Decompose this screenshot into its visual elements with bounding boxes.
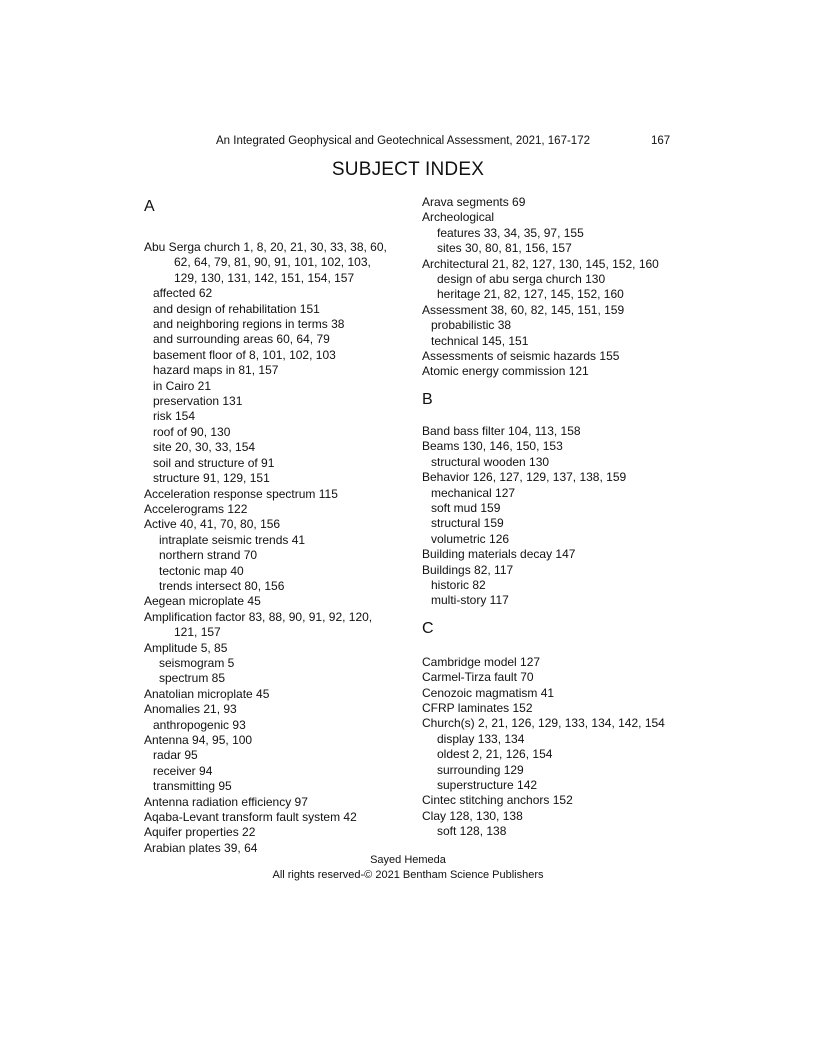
index-subentry: seismogram 5 (159, 655, 235, 670)
index-column-left (144, 195, 434, 856)
index-subentry: structural wooden 130 (431, 454, 550, 469)
index-entry: Cintec stitching anchors 152 (422, 793, 573, 808)
index-subentry: and neighboring regions in terms 38 (153, 317, 345, 332)
index-entry: Atomic energy commission 121 (422, 364, 589, 379)
index-subentry: soft 128, 138 (437, 824, 507, 839)
index-subentry: spectrum 85 (159, 671, 226, 686)
index-subentry: features 33, 34, 35, 97, 155 (437, 225, 584, 240)
index-entry: Accelerograms 122 (144, 501, 248, 516)
index-subentry: affected 62 (153, 286, 213, 301)
index-entry: Anomalies 21, 93 (144, 702, 237, 717)
index-subentry: volumetric 126 (431, 531, 510, 546)
index-subentry: transmitting 95 (153, 779, 232, 794)
index-subentry: radar 95 (153, 748, 198, 763)
index-entry: Anatolian microplate 45 (144, 686, 270, 701)
index-subentry: tectonic map 40 (159, 563, 244, 578)
index-entry: Aquifer properties 22 (144, 825, 256, 840)
section-letter-b: B (422, 390, 433, 408)
page-number: 167 (651, 135, 671, 147)
index-subentry: intraplate seismic trends 41 (159, 532, 306, 547)
index-subentry: soil and structure of 91 (153, 455, 275, 470)
index-subentry: risk 154 (153, 409, 196, 424)
index-subentry: display 133, 134 (437, 731, 525, 746)
index-subentry: mechanical 127 (431, 485, 516, 500)
index-entry: Buildings 82, 117 (422, 562, 514, 577)
index-subentry: technical 145, 151 (431, 333, 529, 348)
index-subentry: sites 30, 80, 81, 156, 157 (437, 241, 572, 256)
index-subentry: in Cairo 21 (153, 378, 212, 393)
index-subentry: trends intersect 80, 156 (159, 578, 285, 593)
index-entry-continuation: 121, 157 (174, 625, 221, 640)
index-subentry: design of abu serga church 130 (437, 272, 606, 287)
index-subentry: multi-story 117 (431, 593, 509, 608)
index-subentry: receiver 94 (153, 763, 213, 778)
index-entry: Cenozoic magmatism 41 (422, 685, 555, 700)
index-entry: Behavior 126, 127, 129, 137, 138, 159 (422, 470, 627, 485)
index-subentry: historic 82 (431, 577, 486, 592)
index-entry: Arabian plates 39, 64 (144, 840, 258, 855)
index-entry: Arava segments 69 (422, 195, 526, 209)
index-entry: Church(s) 2, 21, 126, 129, 133, 134, 142, 154 (422, 716, 665, 731)
index-subentry: hazard maps in 81, 157 (153, 363, 279, 378)
index-entry: Antenna 94, 95, 100 (144, 733, 253, 747)
index-entry-continuation: 62, 64, 79, 81, 90, 91, 101, 102, 103, (174, 255, 371, 270)
index-subentry: structure 91, 129, 151 (153, 471, 270, 486)
footer (0, 853, 816, 882)
index-entry: Assessment 38, 60, 82, 145, 151, 159 (422, 302, 625, 317)
index-entry: Band bass filter 104, 113, 158 (422, 423, 581, 438)
index-entry: Abu Serga church 1, 8, 20, 21, 30, 33, 38, 60, (144, 240, 387, 254)
index-subentry: basement floor of 8, 101, 102, 103 (153, 347, 336, 362)
index-subentry: site 20, 30, 33, 154 (153, 440, 256, 455)
index-entry: Amplification factor 83, 88, 90, 91, 92, 120, (144, 609, 373, 624)
index-subentry: heritage 21, 82, 127, 145, 152, 160 (437, 287, 624, 302)
running-head (0, 133, 816, 149)
footer-author: Sayed Hemeda (370, 854, 446, 866)
index-subentry: probabilistic 38 (431, 318, 512, 333)
page-title: SUBJECT INDEX (331, 159, 485, 180)
index-entry: Cambridge model 127 (422, 654, 541, 669)
index-entry: Architectural 21, 82, 127, 130, 145, 152, 160 (422, 256, 659, 271)
index-subentry: oldest 2, 21, 126, 154 (437, 747, 553, 762)
index-entry: Amplitude 5, 85 (144, 640, 228, 655)
index-subentry: and design of rehabilitation 151 (153, 301, 320, 316)
footer-copyright: All rights reserved-© 2021 Bentham Science Publishers (272, 868, 544, 881)
section-letter-c: C (422, 619, 434, 637)
index-entry: Assessments of seismic hazards 155 (422, 349, 620, 364)
index-subentry: surrounding 129 (437, 762, 524, 777)
index-subentry: preservation 131 (153, 394, 243, 409)
index-entry: Aegean microplate 45 (144, 594, 261, 609)
index-entry: Active 40, 41, 70, 80, 156 (144, 517, 281, 532)
index-subentry: soft mud 159 (431, 500, 501, 515)
index-entry: Carmel-Tirza fault 70 (422, 670, 534, 685)
index-column-right (422, 195, 712, 840)
index-subentry: structural 159 (431, 516, 504, 531)
index-entry: Beams 130, 146, 150, 153 (422, 439, 563, 454)
index-entry: Clay 128, 130, 138 (422, 808, 523, 823)
index-entry: CFRP laminates 152 (422, 700, 533, 715)
index-entry: Aqaba-Levant transform fault system 42 (144, 810, 357, 825)
index-entry: Antenna radiation efficiency 97 (144, 794, 308, 809)
running-head-title: An Integrated Geophysical and Geotechnical Assessment, 2021, 167-172 (216, 135, 590, 147)
section-letter-a: A (144, 198, 155, 215)
index-entry-continuation: 129, 130, 131, 142, 151, 154, 157 (174, 270, 355, 285)
index-subentry: and surrounding areas 60, 64, 79 (153, 332, 330, 347)
index-subentry: roof of 90, 130 (153, 424, 231, 439)
index-subentry: northern strand 70 (159, 548, 258, 563)
index-entry: Acceleration response spectrum 115 (144, 486, 338, 501)
index-entry: Building materials decay 147 (422, 547, 576, 562)
index-subentry: superstructure 142 (437, 778, 538, 792)
index-entry: Archeological (422, 210, 495, 225)
index-subentry: anthropogenic 93 (153, 717, 246, 732)
